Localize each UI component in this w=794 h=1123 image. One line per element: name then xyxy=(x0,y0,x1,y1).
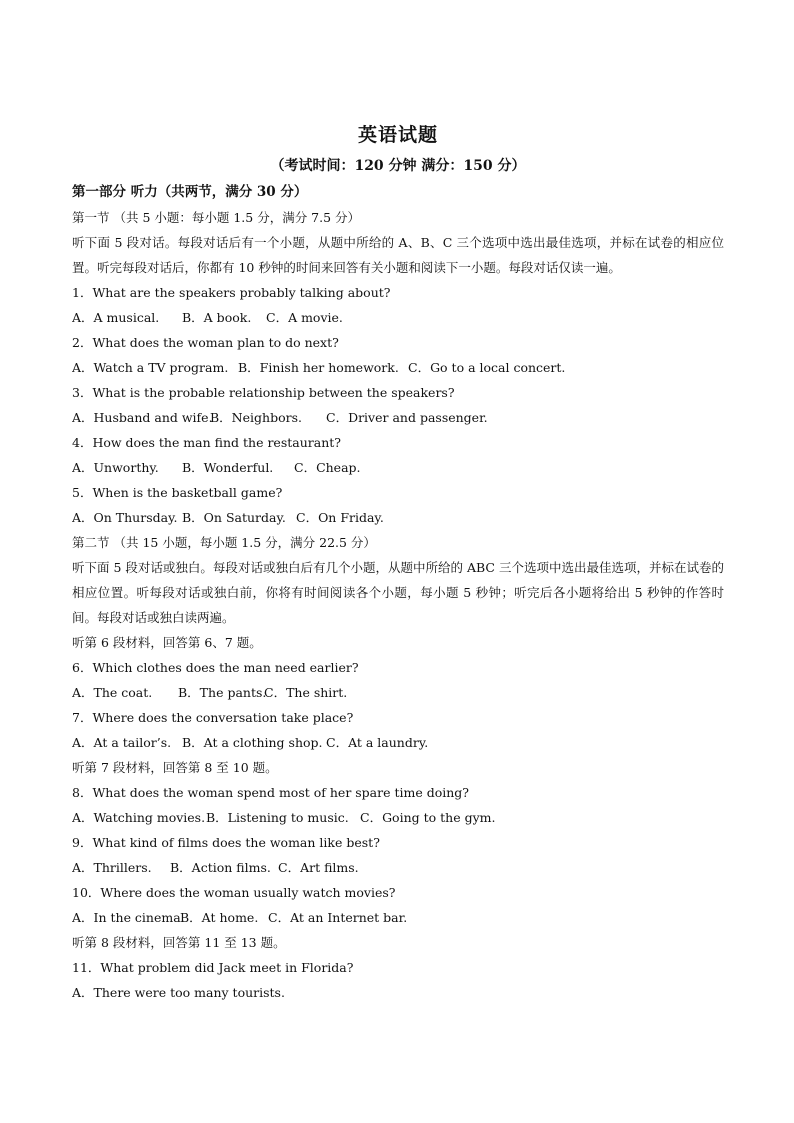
option-c: C．Art films. xyxy=(278,860,359,875)
option-b: B．Finish her homework. xyxy=(238,360,399,375)
option-a: A．Watching movies. xyxy=(72,810,206,825)
option-a: A．In the cinema. xyxy=(72,910,185,925)
option-b: B．Neighbors. xyxy=(210,410,302,425)
question-6: 6．Which clothes does the man need earlier? xyxy=(72,660,359,675)
option-c: C．Go to a local concert. xyxy=(408,360,566,375)
question-10: 10．Where does the woman usually watch movies? xyxy=(72,885,396,900)
option-c: C．At a laundry. xyxy=(326,735,429,750)
option-a: A．Thrillers. xyxy=(72,860,152,875)
option-a: A．Unworthy. xyxy=(72,460,159,475)
option-c: C．A movie. xyxy=(266,310,343,325)
option-a: A．A musical. xyxy=(72,310,160,325)
option-a: A．Watch a TV program. xyxy=(72,360,229,375)
question-3-options xyxy=(72,405,724,430)
option-c: C．Cheap. xyxy=(294,460,361,475)
group-7-label: 听第 7 段材料，回答第 8 至 10 题。 xyxy=(72,760,278,775)
option-c: C．Driver and passenger. xyxy=(326,410,488,425)
group-6-label: 听第 6 段材料，回答第 6、7 题。 xyxy=(72,635,262,650)
option-b: B．Action films. xyxy=(170,860,271,875)
exam-page xyxy=(72,118,724,1005)
group-8-label: 听第 8 段材料，回答第 11 至 13 题。 xyxy=(72,935,286,950)
option-b: B．Listening to music. xyxy=(206,810,349,825)
question-2-options xyxy=(72,355,724,380)
option-b: B．On Saturday. xyxy=(182,510,286,525)
option-b: B．At home. xyxy=(180,910,259,925)
section2-heading: 第二节 （共 15 小题，每小题 1.5 分，满分 22.5 分） xyxy=(72,535,376,550)
option-c: C．Going to the gym. xyxy=(360,810,496,825)
option-c: C．At an Internet bar. xyxy=(268,910,408,925)
option-c: C．On Friday. xyxy=(296,510,384,525)
section1-instructions: 听下面 5 段对话。每段对话后有一个小题，从题中所给的 A、B、C 三个选项中选出最佳选项，并标在试卷的相应位置。听完每段对话后，你都有 10 秒钟的时间来回答有关小题和阅读下一小题。每段对话仅读一遍。 xyxy=(72,235,724,275)
question-3: 3．What is the probable relationship between the speakers? xyxy=(72,385,455,400)
question-10-options xyxy=(72,905,724,930)
question-4-options xyxy=(72,455,724,480)
part1-heading: 第一部分 听力（共两节，满分 30 分） xyxy=(72,184,308,200)
question-8-options xyxy=(72,805,724,830)
question-7: 7．Where does the conversation take place? xyxy=(72,710,354,725)
option-b: B．Wonderful. xyxy=(182,460,274,475)
exam-title: 英语试题 xyxy=(357,124,438,146)
question-2: 2．What does the woman plan to do next? xyxy=(72,335,339,350)
question-9: 9．What kind of films does the woman like best? xyxy=(72,835,380,850)
question-11: 11．What problem did Jack meet in Florida? xyxy=(72,960,354,975)
option-a: A．At a tailor’s. xyxy=(72,735,172,750)
section1-heading: 第一节 （共 5 小题：每小题 1.5 分，满分 7.5 分） xyxy=(72,210,361,225)
question-4: 4．How does the man find the restaurant? xyxy=(72,435,341,450)
section2-instructions: 听下面 5 段对话或独白。每段对话或独白后有几个小题，从题中所给的 ABC 三个选项中选出最佳选项，并标在试卷的相应位置。听每段对话或独白前，你将有时间阅读各个小题，每小题 5 秒钟；听完后各小题将给出 5 秒钟的作答时间。每段对话或独白读两遍。 xyxy=(72,560,724,625)
exam-subtitle: （考试时间：120 分钟 满分：150 分） xyxy=(270,158,526,174)
question-9-options xyxy=(72,855,724,880)
question-11-options xyxy=(72,980,724,1005)
option-a: A．The coat. xyxy=(72,685,153,700)
question-1-options xyxy=(72,305,724,330)
option-b: B．At a clothing shop. xyxy=(182,735,323,750)
option-a: A．There were too many tourists. xyxy=(72,985,285,1000)
question-8: 8．What does the woman spend most of her spare time doing? xyxy=(72,785,470,800)
option-a: A．On Thursday. xyxy=(72,510,178,525)
question-5: 5．When is the basketball game? xyxy=(72,485,283,500)
option-b: B．A book. xyxy=(182,310,252,325)
question-5-options xyxy=(72,505,724,530)
option-c: C．The shirt. xyxy=(264,685,348,700)
question-1: 1．What are the speakers probably talking about? xyxy=(72,285,391,300)
option-b: B．The pants. xyxy=(178,685,267,700)
option-a: A．Husband and wife. xyxy=(72,410,213,425)
question-6-options xyxy=(72,680,724,705)
question-7-options xyxy=(72,730,724,755)
